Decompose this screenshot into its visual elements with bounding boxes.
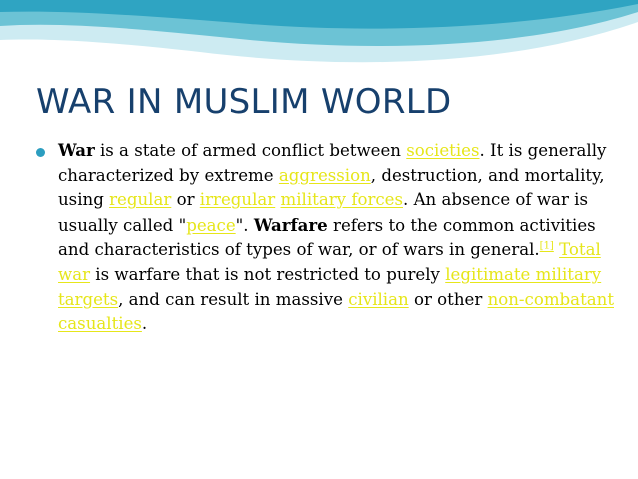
- slide-title: WAR IN MUSLIM WORLD: [36, 82, 452, 122]
- text-segment: is a state of armed conflict between: [94, 141, 407, 160]
- bullet-dot-icon: [36, 148, 45, 157]
- link-total-war[interactable]: Total war: [58, 240, 601, 284]
- link-aggression[interactable]: aggression: [278, 165, 371, 185]
- link-non-combatant[interactable]: non-combatant: [487, 289, 614, 309]
- text-segment: . It is generally characterized by extreme: [58, 141, 607, 185]
- link-casualties[interactable]: casualties: [58, 314, 142, 334]
- text-segment: , destruction, and mortality, using: [58, 165, 605, 210]
- text-segment: ".: [235, 215, 254, 235]
- link-peace[interactable]: peace: [186, 215, 236, 235]
- wave-header-decoration: [0, 0, 638, 70]
- bullet-list: [36, 138, 616, 337]
- bullet-paragraph: [58, 138, 616, 337]
- text-segment: .: [141, 314, 148, 334]
- text-segment: refers to the common activities and characteristics of types of war, or of wars in general.: [58, 215, 596, 260]
- link-civilian[interactable]: civilian: [348, 289, 409, 309]
- text-segment: or: [171, 190, 200, 210]
- link-legitimate-military-targets[interactable]: legitimate military targets: [58, 264, 602, 309]
- text-segment: or other: [408, 289, 488, 309]
- link-military-forces[interactable]: military forces: [280, 190, 404, 210]
- text-segment: is warfare that is not restricted to purely: [90, 264, 446, 284]
- term-warfare: Warfare: [253, 214, 328, 235]
- link-regular[interactable]: regular: [109, 190, 172, 210]
- link-societies[interactable]: societies: [406, 141, 480, 160]
- term-war: War: [58, 140, 95, 160]
- link-irregular[interactable]: irregular: [199, 190, 276, 210]
- text-segment: , and can result in massive: [118, 289, 349, 309]
- text-segment: . An absence of war is usually called ": [58, 190, 588, 235]
- citation-link[interactable]: [1]: [539, 240, 554, 252]
